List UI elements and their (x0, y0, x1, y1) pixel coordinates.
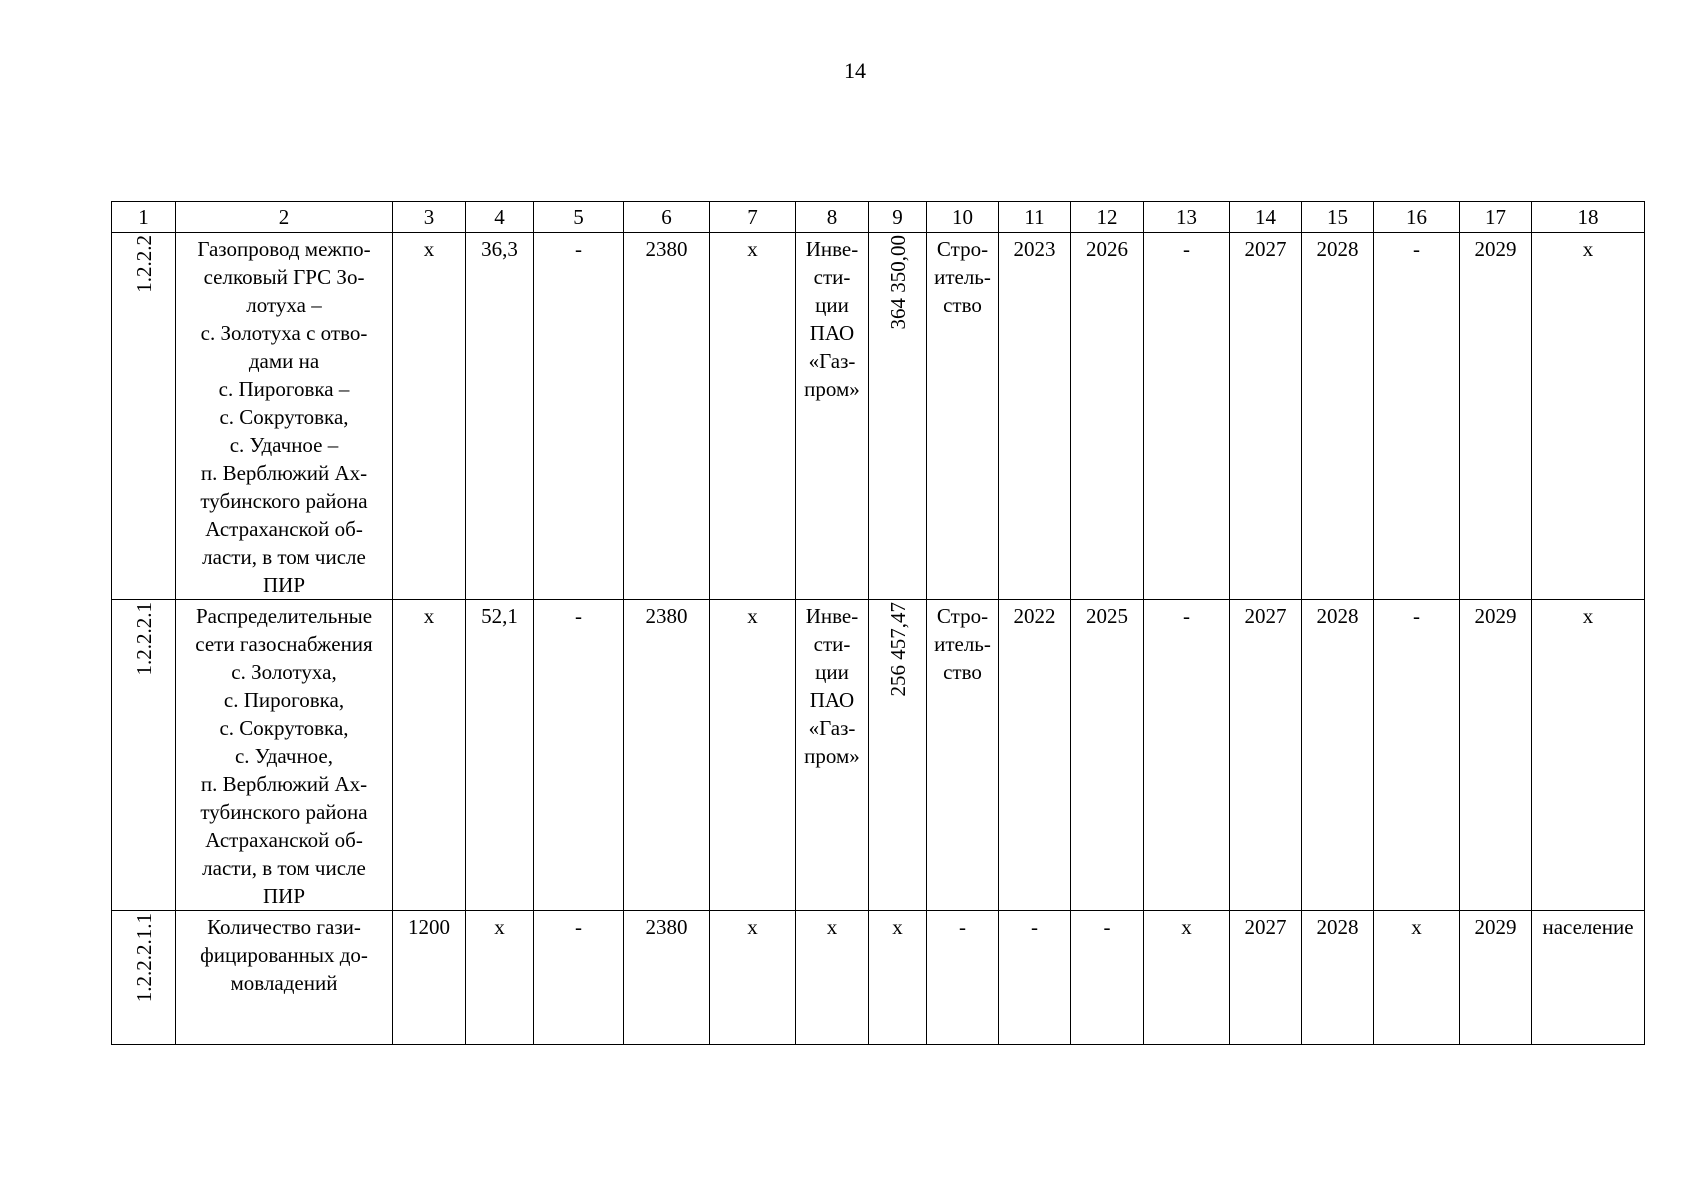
table-cell: х (393, 233, 466, 600)
cost-value: х (869, 911, 927, 1045)
column-number: 12 (1071, 202, 1144, 233)
row-name: Количество гази- фицированных до- мовладений (176, 911, 393, 1045)
column-number: 18 (1532, 202, 1645, 233)
column-number: 3 (393, 202, 466, 233)
table-cell: 52,1 (466, 600, 534, 911)
cost-value: 256 457,47 (869, 600, 927, 911)
row-name: Распределительные сети газоснабжения с. Золотуха, с. Пироговка, с. Сокрутовка, с. Удачное, п. Верблюжий Ах- тубинского района Астраханской об- ласти, в том числе ПИР (176, 600, 393, 911)
table-cell: население (1532, 911, 1645, 1045)
table-cell: х (393, 600, 466, 911)
table-cell: - (1144, 600, 1230, 911)
table-cell: 2026 (1071, 233, 1144, 600)
table-cell: - (1374, 600, 1460, 911)
table-cell: 2023 (999, 233, 1071, 600)
work-type: Стро- итель- ство (927, 233, 999, 600)
table-cell: 2029 (1460, 600, 1532, 911)
funding-source: х (796, 911, 869, 1045)
table-cell: 2380 (624, 233, 710, 600)
table-cell: 2027 (1230, 911, 1302, 1045)
column-number: 13 (1144, 202, 1230, 233)
table-cell: х (1532, 233, 1645, 600)
column-number: 2 (176, 202, 393, 233)
column-number: 7 (710, 202, 796, 233)
table-cell: - (1374, 233, 1460, 600)
table-cell: х (1374, 911, 1460, 1045)
page-number: 14 (844, 58, 866, 83)
column-number: 5 (534, 202, 624, 233)
table-cell: - (534, 600, 624, 911)
table-row (112, 911, 1645, 1045)
table-cell: - (534, 911, 624, 1045)
column-number: 16 (1374, 202, 1460, 233)
table-cell: х (1144, 911, 1230, 1045)
table-cell: х (710, 233, 796, 600)
table-cell: 2022 (999, 600, 1071, 911)
table-cell: х (710, 911, 796, 1045)
work-type: Стро- итель- ство (927, 600, 999, 911)
row-name: Газопровод межпо- селковый ГРС Зо- лотуха – с. Золотуха с отво- дами на с. Пироговка – с. Сокрутовка, с. Удачное – п. Верблюжий Ах- тубинского района Астраханской об- ласти, в том числе ПИР (176, 233, 393, 600)
row-code: 1.2.2.2.1 (112, 600, 176, 911)
table-cell: х (710, 600, 796, 911)
table-cell: 2028 (1302, 600, 1374, 911)
table-row (112, 600, 1645, 911)
table-cell: - (534, 233, 624, 600)
funding-source: Инве- сти- ции ПАО «Газ- пром» (796, 600, 869, 911)
funding-source: Инве- сти- ции ПАО «Газ- пром» (796, 233, 869, 600)
column-number: 17 (1460, 202, 1532, 233)
table-cell: 2380 (624, 600, 710, 911)
table-cell: - (999, 911, 1071, 1045)
table-cell: 36,3 (466, 233, 534, 600)
column-number: 15 (1302, 202, 1374, 233)
row-code: 1.2.2.2 (112, 233, 176, 600)
column-number: 10 (927, 202, 999, 233)
column-number: 11 (999, 202, 1071, 233)
column-number: 9 (869, 202, 927, 233)
investment-table (111, 201, 1645, 1045)
table-cell: - (1144, 233, 1230, 600)
table-cell: 2027 (1230, 600, 1302, 911)
table-cell: 2027 (1230, 233, 1302, 600)
table-row (112, 233, 1645, 600)
table-cell: 2028 (1302, 911, 1374, 1045)
table-header-row (112, 202, 1645, 233)
table-cell: 2025 (1071, 600, 1144, 911)
table-cell: х (466, 911, 534, 1045)
column-number: 8 (796, 202, 869, 233)
column-number: 14 (1230, 202, 1302, 233)
work-type: - (927, 911, 999, 1045)
column-number: 6 (624, 202, 710, 233)
table-cell: х (1532, 600, 1645, 911)
column-number: 4 (466, 202, 534, 233)
cost-value: 364 350,00 (869, 233, 927, 600)
row-code: 1.2.2.2.1.1 (112, 911, 176, 1045)
column-number: 1 (112, 202, 176, 233)
table-cell: 2380 (624, 911, 710, 1045)
table-cell: 2029 (1460, 911, 1532, 1045)
table-cell: 2028 (1302, 233, 1374, 600)
table-cell: - (1071, 911, 1144, 1045)
table-cell: 2029 (1460, 233, 1532, 600)
table-cell: 1200 (393, 911, 466, 1045)
